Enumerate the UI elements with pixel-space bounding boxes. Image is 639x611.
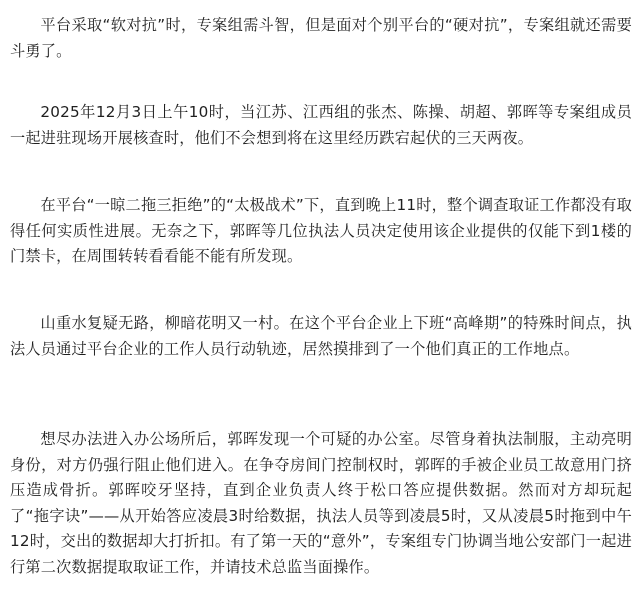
paragraph-soft-hard-confrontation: 平台采取“软对抗”时，专案组需斗智，但是面对个别平台的“硬对抗”，专案组就还需要斗勇了。 (10, 16, 632, 60)
paragraph-taiji-tactics: 在平台“一晾二拖三拒绝”的“太极战术”下，直到晚上11时，整个调查取证工作都没有取得任何实质性进展。无奈之下，郭晖等几位执法人员决定使用该企业提供的仅能下到1楼的门禁卡，在周围转转看看能不能有所发现。 (10, 196, 632, 266)
paragraph-breakthrough: 山重水复疑无路，柳暗花明又一村。在这个平台企业上下班“高峰期”的特殊时间点，执法人员通过平台企业的工作人员行动轨迹，居然摸排到了一个他们真正的工作地点。 (10, 314, 632, 358)
paragraph-office-confrontation: 想尽办法进入办公场所后，郭晖发现一个可疑的办公室。尽管身着执法制服，主动亮明身份，对方仍强行阻止他们进入。在争夺房间门控制权时，郭晖的手被企业员工故意用门挤压造成骨折。郭晖咬牙坚持，直到企业负责人终于松口答应提供数据。然而对方却玩起了“拖字诀”——从开始答应凌晨3时给数据，执法人员等到凌晨5时，又从凌晨5时拖到中午12时，交出的数据却大打折扣。有了第一天的“意外”，专案组专门协调当地公安部门一起进行第二次数据提取取证工作，并请技术总监当面操作。 (10, 430, 632, 576)
paragraph-team-arrival: 2025年12月3日上午10时，当江苏、江西组的张杰、陈操、胡超、郭晖等专案组成员一起进驻现场开展核查时，他们不会想到将在这里经历跌宕起伏的三天两夜。 (10, 103, 632, 147)
